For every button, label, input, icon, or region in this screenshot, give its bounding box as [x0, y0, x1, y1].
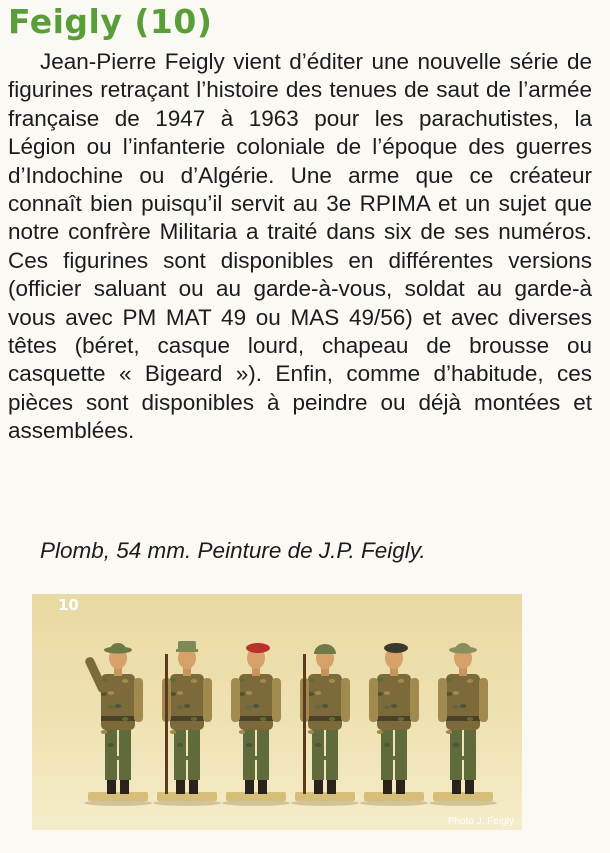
figurine-4: [291, 644, 359, 806]
photo-caption: Plomb, 54 mm. Peinture de J.P. Feigly.: [40, 538, 426, 563]
article-heading: Feigly (10): [8, 2, 213, 41]
figurines-illustration: [32, 594, 522, 830]
photo-number: 10: [58, 596, 79, 614]
article-body: [8, 48, 592, 446]
figurine-6: [429, 643, 497, 806]
figurine-5: [360, 643, 428, 806]
photo-credit: Photo J. Feigly: [447, 816, 514, 827]
article-paragraph: Jean-Pierre Feigly vient d’éditer une nouvelle série de figurines retraçant l’histoire des tenues de saut de l’armée française de 1947 à 1963 pour les parachutistes, la Légion ou l’infanterie coloniale de l’époque des guerres d’Indochine ou d’Algérie. Une arme que ce créateur connaît bien puisqu’il servit au 3e RPIMA et un sujet que notre confrère Militaria a traité dans six de ses numéros. Ces figurines sont disponibles en différentes versions (officier saluant ou au garde-à-vous, soldat au garde-à vous avec PM MAT 49 ou MAS 49/56) et avec diverses têtes (béret, casque lourd, chapeau de brousse ou casquette « Bigeard »). Enfin, comme d’habitude, ces pièces sont disponibles à peindre ou déjà montées et assemblées.: [8, 49, 592, 444]
figurine-1: [84, 643, 152, 806]
figurine-2: [153, 641, 221, 806]
figurine-3: [222, 643, 290, 806]
figurines-photo: [32, 594, 522, 830]
